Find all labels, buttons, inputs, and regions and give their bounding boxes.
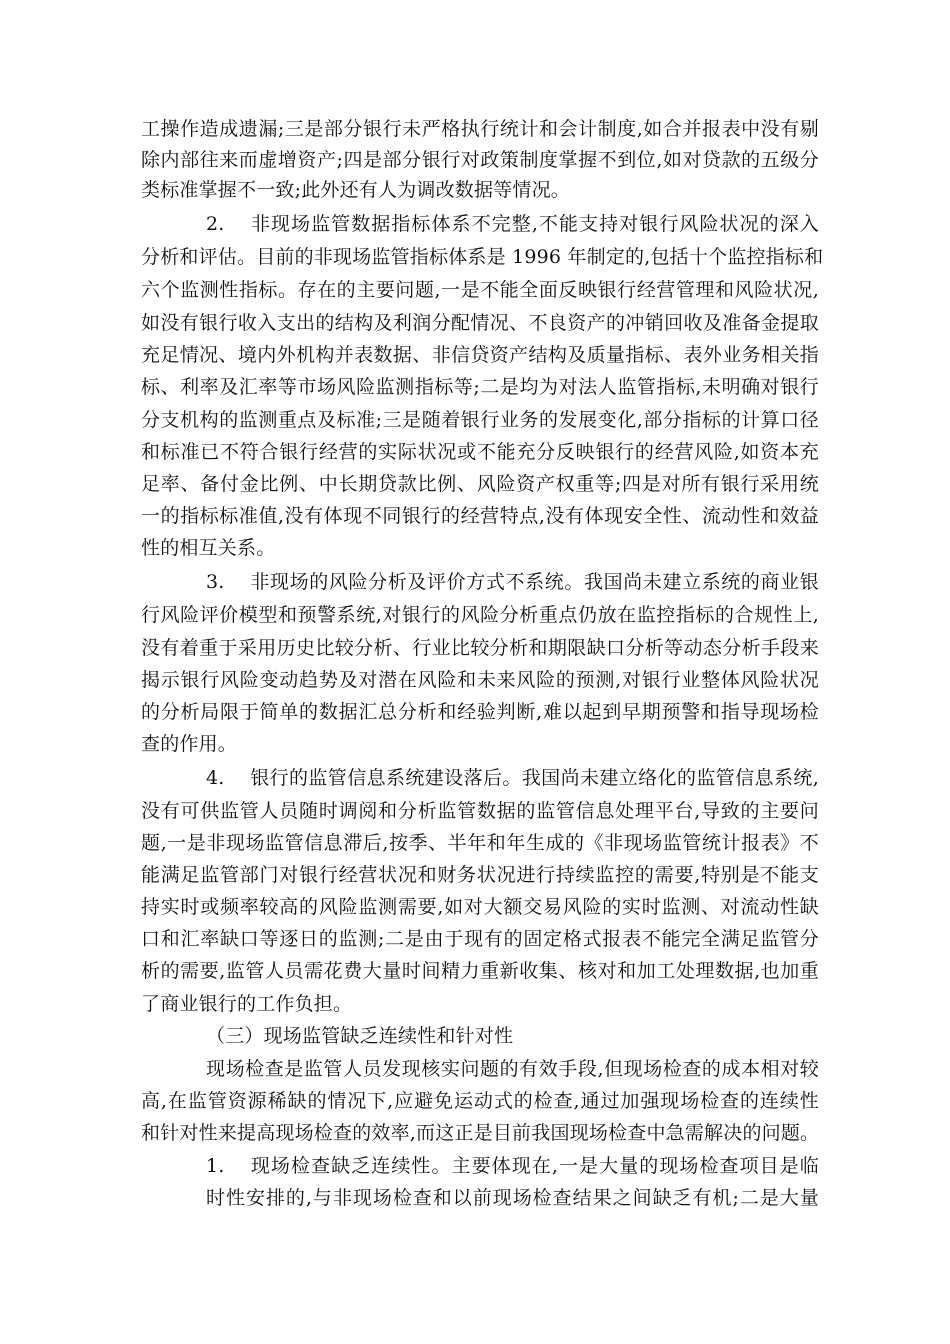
p3-line-4: 揭示银行风险变动趋势及对潜在风险和未来风险的预测,对银行业整体风险状况	[141, 669, 819, 691]
p6-first-text: 现场检查缺乏连续性。主要体现在,一是大量的现场检查项目是临	[250, 1155, 819, 1177]
p2-line-4: 如没有银行收入支出的结构及利润分配情况、不良资产的冲销回收及准备金提取	[141, 312, 819, 334]
p5-line-2: 高,在监管资源稀缺的情况下,应避免运动式的检查,通过加强现场检查的连续性	[141, 1090, 819, 1112]
p3-first-text: 非现场的风险分析及评价方式不系统。我国尚未建立系统的商业银	[250, 571, 819, 593]
p4-line-2: 没有可供监管人员随时调阅和分析监管数据的监管信息处理平台,导致的主要问	[141, 800, 819, 822]
p3-line-6: 查的作用。	[141, 733, 238, 755]
p2-first-text: 非现场监管数据指标体系不完整,不能支持对银行风险状况的深入	[250, 213, 819, 235]
p2-line-2: 分析和评估。目前的非现场监管指标体系是 1996 年制定的,包括十个监控指标和	[141, 246, 824, 268]
p2-line-6: 标、利率及汇率等市场风险监测指标等;二是均为对法人监管指标,未明确对银行	[141, 376, 819, 398]
p2-line-9: 足率、备付金比例、中长期贷款比例、风险资产权重等;四是对所有银行采用统	[141, 473, 819, 495]
p1-line-3: 类标准掌握不一致;此外还有人为调改数据等情况。	[141, 179, 571, 201]
p2-line-5: 充足情况、境内外机构并表数据、非信贷资产结构及质量指标、表外业务相关指	[141, 344, 819, 366]
p1-line-2: 除内部往来而虚增资产;四是部分银行对政策制度掌握不到位,如对贷款的五级分	[141, 149, 819, 171]
p3-line-2: 行风险评价模型和预警系统,对银行的风险分析重点仍放在监控指标的合规性上,	[141, 604, 819, 626]
p3-first-line	[206, 568, 819, 596]
p4-line-7: 析的需要,监管人员需花费大量时间精力重新收集、核对和加工处理数据,也加重	[141, 960, 819, 982]
p3-line-3: 没有着重于采用历史比较分析、行业比较分析和期限缺口分析等动态分析手段来	[141, 637, 819, 659]
p2-line-3: 六个监测性指标。存在的主要问题,一是不能全面反映银行经营管理和风险状况,	[141, 279, 819, 301]
p3-line-5: 的分析局限于简单的数据汇总分析和经验判断,难以起到早期预警和指导现场检	[141, 701, 819, 723]
p2-line-8: 和标准已不符合银行经营的实际状况或不能充分反映银行的经营风险,如资本充	[141, 441, 819, 463]
p3-number: 3.	[206, 571, 225, 593]
p1-line-1: 工操作造成遗漏;三是部分银行未严格执行统计和会计制度,如合并报表中没有剔	[141, 118, 819, 140]
p2-line-10: 一的指标标准值,没有体现不同银行的经营特点,没有体现安全性、流动性和效益	[141, 505, 819, 527]
p5-line-3: 和针对性来提高现场检查的效率,而这正是目前我国现场检查中急需解决的问题。	[141, 1122, 820, 1144]
p4-line-8: 了商业银行的工作负担。	[141, 993, 353, 1015]
p6-first-line	[206, 1152, 819, 1180]
p6-line-2: 时性安排的,与非现场检查和以前现场检查结果之间缺乏有机;二是大量	[206, 1187, 819, 1209]
p4-line-3: 题,一是非现场监管信息滞后,按季、半年和年生成的《非现场监管统计报表》不	[141, 832, 819, 854]
p4-first-text: 银行的监管信息系统建设落后。我国尚未建立络化的监管信息系统,	[250, 767, 819, 789]
p2-number: 2.	[206, 213, 225, 235]
p4-line-5: 持实时或频率较高的风险监测需要,如对大额交易风险的实时监测、对流动性缺	[141, 896, 819, 918]
p2-line-11: 性的相互关系。	[141, 537, 276, 559]
p6-number: 1.	[206, 1155, 225, 1177]
p4-line-6: 口和汇率缺口等逐日的监测;二是由于现有的固定格式报表不能完全满足监管分	[141, 928, 819, 950]
p4-number: 4.	[206, 767, 225, 789]
section-heading: （三）现场监管缺乏连续性和针对性	[206, 1025, 514, 1047]
p4-line-4: 能满足监管部门对银行经营状况和财务状况进行持续监控的需要,特别是不能支	[141, 864, 819, 886]
p2-first-line	[206, 210, 819, 238]
p4-first-line	[206, 764, 819, 792]
p2-line-7: 分支机构的监测重点及标准;三是随着银行业务的发展变化,部分指标的计算口径	[141, 409, 819, 431]
p5-first-line: 现场检查是监管人员发现核实问题的有效手段,但现场检查的成本相对较	[206, 1058, 819, 1080]
